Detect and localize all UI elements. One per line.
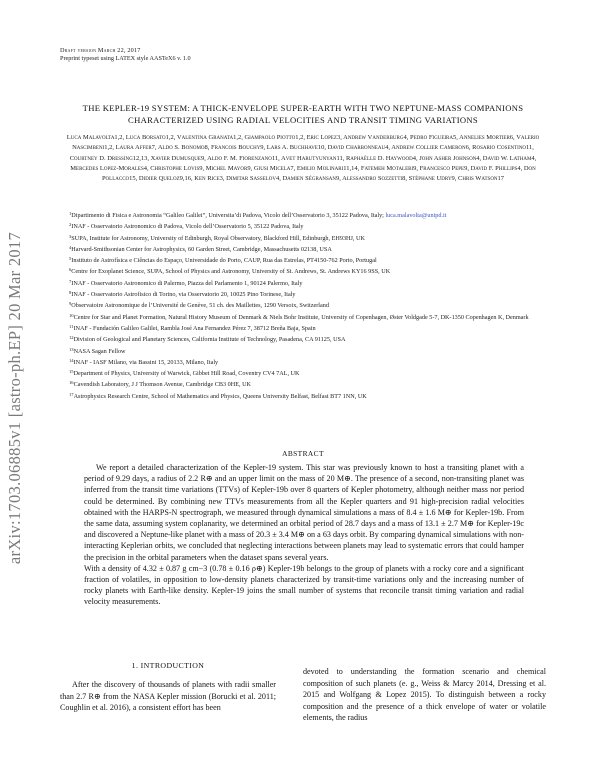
affiliation-text: Department of Physics, University of Warwick, Gibbet Hill Road, Coventry CV4 7AL, UK [73, 370, 300, 378]
affiliation-number: 3 [69, 233, 72, 239]
affiliation-text: NASA Sagan Fellow [73, 347, 126, 355]
affiliation-item [69, 390, 561, 401]
affiliation-number: 8 [69, 290, 72, 296]
affiliation-number: 5 [69, 256, 72, 262]
affiliation-number: 11 [69, 323, 74, 329]
arxiv-identifier [2, 188, 28, 608]
affiliations [69, 209, 561, 401]
intro-left-column [60, 661, 276, 714]
intro-right-column [303, 666, 546, 724]
affiliation-item [69, 378, 561, 389]
affiliation-item [69, 322, 561, 333]
affiliation-item [69, 345, 561, 356]
affiliation-text: Centre for Star and Planet Formation, Natural History Museum of Denmark & Niels Bohr Institute, University of Copenhagen, Øster Voldgade 5-7, DK-1350 Copenhagen K, Denmark [73, 313, 529, 321]
affiliation-text: Cavendish Laboratory, J J Thomson Avenue, Cambridge CB3 0HE, UK [73, 381, 252, 389]
affiliation-item [69, 254, 561, 265]
affiliation-number: 2 [69, 222, 72, 228]
arxiv-id-text: arXiv:1703.06885v1 [astro-ph.EP] 20 Mar 2017 [5, 231, 24, 565]
affiliation-number: 9 [69, 301, 72, 307]
affiliation-text: Harvard-Smithsonian Center for Astrophysics, 60 Garden Street, Cambridge, Massachusetts 02138, USA [71, 245, 332, 253]
affiliation-item [69, 265, 561, 276]
author-list: Luca Malavolta1,2, Luca Borsato1,2, Valentina Granata1,2, Giampaolo Piotto1,2, Eric Lopez3, Andrew Vanderburg4, Pedro Figueira5, Annelies Mortier6, Valerio Nascimbeni1,2, Laura Affer7, Aldo S. Bonomo8, Francois Bouchy9, Lars A. Buchhave10, David Charbonneau4, Andrew Collier Cameron6, Rosario Cosentino11, Courtney D. Dressing12,13, Xavier Dumusque9, Aldo F. M. Fiorenzano11, Avet Harutyunyan11, Raphaëlle D. Haywood4, John Asher Johnson4, David W. Latham4, Mercedes Lopez-Morales4, Christophe Lovis9, Michel Mayor9, Giusi Micela7, Emilio Molinari11,14, Fatemeh Motalebi9, Francesco Pepe9, David F. Phillips4, Don Pollacco15, Didier Queloz9,16, Ken Rice3, Dimitar Sasselov4, Damien Ségransan9, Alessandro Sozzetti8, Stéphane Udry9, Chris Watson17 [66, 134, 540, 183]
paper-title: THE KEPLER-19 SYSTEM: A THICK-ENVELOPE SUPER-EARTH WITH TWO NEPTUNE-MASS COMPANIONS CHARACTERIZED USING RADIAL VELOCITIES AND TRANSIT TIMING VARIATIONS [82, 103, 524, 125]
affiliation-number: 16 [69, 380, 74, 386]
affiliation-number: 10 [69, 312, 74, 318]
affiliation-item [69, 220, 561, 231]
email-link[interactable]: luca.malavolta@unipd.it [383, 212, 447, 219]
affiliation-number: 12 [69, 335, 74, 341]
affiliation-item [69, 333, 561, 344]
intro-paragraph-left: After the discovery of thousands of planets with radii smaller than 2.7 R⊕ from the NASA Kepler mission (Borucki et al. 2011; Coughlin et al. 2016), a consistent effort has been [60, 680, 276, 713]
affiliation-number: 1 [69, 211, 72, 216]
abstract-paragraph-1: We report a detailed characterization of the Kepler-19 system. This star was previously known to host a transiting planet with a period of 9.29 days, a radius of 2.2 R⊕ and an upper limit on the mass of 20 M⊕. The presence of a second, non-transiting planet was inferred from the transit time variations (TTVs) of Kepler-19b over 8 quarters of Kepler photometry, although neither mass nor period could be determined. By combining new TTVs measurements from all the Kepler quarters and 91 high-precision radial velocities obtained with the HARPS-N spectrograph, we measured through dynamical simulations a mass of 8.4 ± 1.6 M⊕ for Kepler-19b. From the same data, assuming system coplanarity, we determined an orbital period of 28.7 days and a mass of 13.1 ± 2.7 M⊕ for Kepler-19c and discovered a Neptune-like planet with a mass of 20.3 ± 3.4 M⊕ on a 63 days orbit. By comparing dynamical simulations with non-interacting Keplerian orbits, we concluded that neglecting interactions between planets may lead to systematic errors that could hamper the precision in the orbital parameters when the dataset spans several years. [84, 463, 524, 562]
affiliation-number: 4 [69, 244, 72, 250]
affiliation-item [69, 356, 561, 367]
draft-version: Draft version March 22, 2017 [60, 47, 141, 54]
affiliation-number: 7 [69, 278, 72, 284]
affiliation-item [69, 209, 561, 220]
affiliation-text: Astrophysics Research Centre, School of Mathematics and Physics, Queens University Belfast, Belfast BT7 1NN, UK [73, 392, 367, 400]
intro-paragraph-right: devoted to understanding the formation scenario and chemical composition of such planets (e. g., Weiss & Marcy 2014, Dressing et al. 2015 and Wolfgang & Lopez 2015). To distinguish between a rocky composition and the presence of a thick envelope of water or volatile elements, the radius [303, 667, 546, 723]
affiliation-item [69, 243, 561, 254]
affiliation-text: Centre for Exoplanet Science, SUPA, School of Physics and Astronomy, University of St. Andrews, St. Andrews KY16 9SS, UK [71, 268, 391, 276]
abstract-heading: ABSTRACT [282, 449, 324, 458]
affiliation-text: INAF - Osservatorio Astronomico di Padova, Vicolo dell’Osservatorio 5, 35122 Padova, Italy [71, 223, 304, 231]
affiliation-number: 6 [69, 267, 72, 273]
affiliation-number: 14 [69, 357, 74, 363]
affiliation-number: 17 [69, 391, 74, 397]
affiliation-text: SUPA, Institute for Astronomy, University of Edinburgh, Royal Observatory, Blackford Hill, Edinburgh, EH93HJ, UK [71, 234, 365, 242]
affiliation-text: INAF - Osservatorio Astronomico di Palermo, Piazza del Parlamento 1, 90124 Palermo, Italy [71, 279, 303, 287]
abstract [84, 462, 524, 608]
affiliation-text: INAF - Fundación Galileo Galilei, Rambla José Ana Fernandez Pérez 7, 38712 Breña Baja, Spain [73, 324, 316, 332]
affiliation-text: Division of Geological and Planetary Sciences, California Institute of Technology, Pasadena, CA 91125, USA [73, 336, 346, 344]
affiliation-item [69, 288, 561, 299]
affiliation-text: Observatoire Astronomique de l’Université de Genève, 51 ch. des Maillettes, 1290 Versoix, Switzerland [71, 302, 329, 310]
section-heading-introduction: 1. INTRODUCTION [131, 661, 205, 670]
preprint-note: Preprint typeset using LATEX style AASTeX6 v. 1.0 [60, 55, 191, 62]
affiliation-item [69, 311, 561, 322]
affiliation-item [69, 232, 561, 243]
affiliation-text: Dipartimento di Fisica e Astronomia “Galileo Galilei”, Universita’di Padova, Vicolo dell’Osservatorio 3, 35122 Padova, Italy; [71, 212, 384, 219]
affiliation-number: 15 [69, 369, 74, 375]
affiliation-item [69, 299, 561, 310]
affiliation-item [69, 367, 561, 378]
abstract-paragraph-2: With a density of 4.32 ± 0.87 g cm−3 (0.78 ± 0.16 ρ⊕) Kepler-19b belongs to the group of planets with a rocky core and a significant fraction of volatiles, in opposition to low-density planets characterized by transit-time variations only and the increasing number of rocky planets with Earth-like density. Kepler-19 joins the small number of systems that reconcile transit timing variation and radial velocity measurements. [84, 563, 524, 607]
affiliation-item [69, 277, 561, 288]
affiliation-text: INAF - Osservatorio Astrofisico di Torino, via Osservatorio 20, 10025 Pino Torinese, Italy [71, 291, 296, 299]
affiliation-text: INAF - IASF Milano, via Bassini 15, 20133, Milano, Italy [73, 358, 219, 366]
draft-header [60, 47, 191, 63]
affiliation-number: 13 [69, 346, 74, 352]
affiliation-text: Instituto de Astrofísica e Ciências do Espaço, Universidade do Porto, CAUP, Rua das Estrelas, PT4150-762 Porto, Portugal [71, 257, 377, 265]
